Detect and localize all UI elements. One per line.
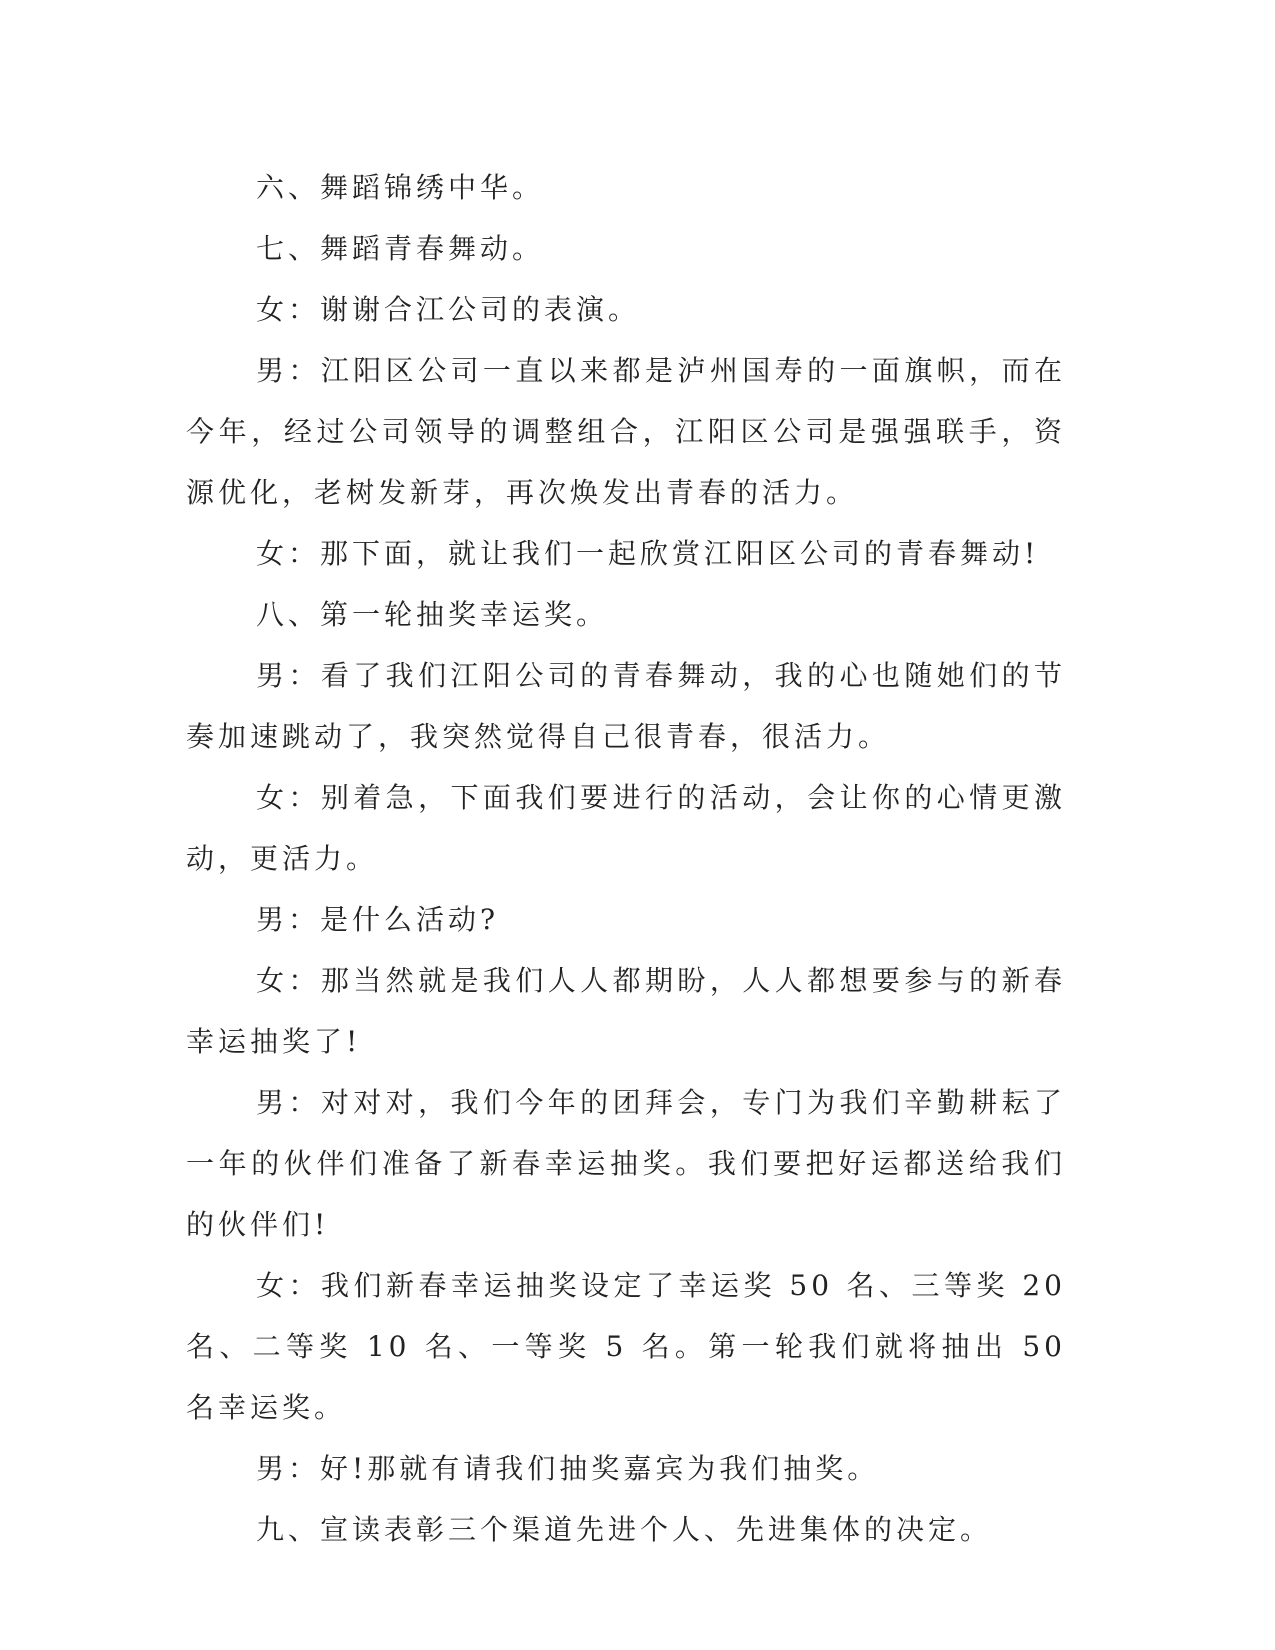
paragraph-female-prize-details: 女：我们新春幸运抽奖设定了幸运奖 50 名、三等奖 20 名、二等奖 10 名、一等奖 5 名。第一轮我们就将抽出 50 名幸运奖。 bbox=[186, 1269, 1066, 1424]
paragraph-item-7-dance: 七、舞蹈青春舞动。 bbox=[256, 232, 545, 265]
paragraph-female-invite: 女：那下面，就让我们一起欣赏江阳区公司的青春舞动! bbox=[256, 537, 1040, 570]
paragraph-item-9-commendation: 九、宣读表彰三个渠道先进个人、先进集体的决定。 bbox=[256, 1513, 993, 1546]
document-body bbox=[186, 157, 1066, 1560]
paragraph-male-invite-guest: 男：好!那就有请我们抽奖嘉宾为我们抽奖。 bbox=[256, 1452, 880, 1485]
paragraph-male-question: 男：是什么活动? bbox=[256, 903, 500, 936]
paragraph-male-reaction: 男：看了我们江阳公司的青春舞动，我的心也随她们的节奏加速跳动了，我突然觉得自己很青春，很活力。 bbox=[186, 659, 1066, 753]
paragraph-male-lottery-purpose: 男：对对对，我们今年的团拜会，专门为我们辛勤耕耘了一年的伙伴们准备了新春幸运抽奖。我们要把好运都送给我们的伙伴们! bbox=[186, 1086, 1066, 1241]
paragraph-male-jiangyang-intro: 男：江阳区公司一直以来都是泸州国寿的一面旗帜，而在今年，经过公司领导的调整组合，江阳区公司是强强联手，资源优化，老树发新芽，再次焕发出青春的活力。 bbox=[186, 354, 1066, 509]
paragraph-item-6-dance: 六、舞蹈锦绣中华。 bbox=[256, 171, 545, 204]
paragraph-female-thanks: 女：谢谢合江公司的表演。 bbox=[256, 293, 641, 326]
paragraph-item-8-lottery: 八、第一轮抽奖幸运奖。 bbox=[256, 598, 609, 631]
paragraph-female-next-activity: 女：别着急，下面我们要进行的活动，会让你的心情更激动，更活力。 bbox=[186, 781, 1066, 875]
paragraph-female-lottery-announce: 女：那当然就是我们人人都期盼，人人都想要参与的新春幸运抽奖了! bbox=[186, 964, 1066, 1058]
